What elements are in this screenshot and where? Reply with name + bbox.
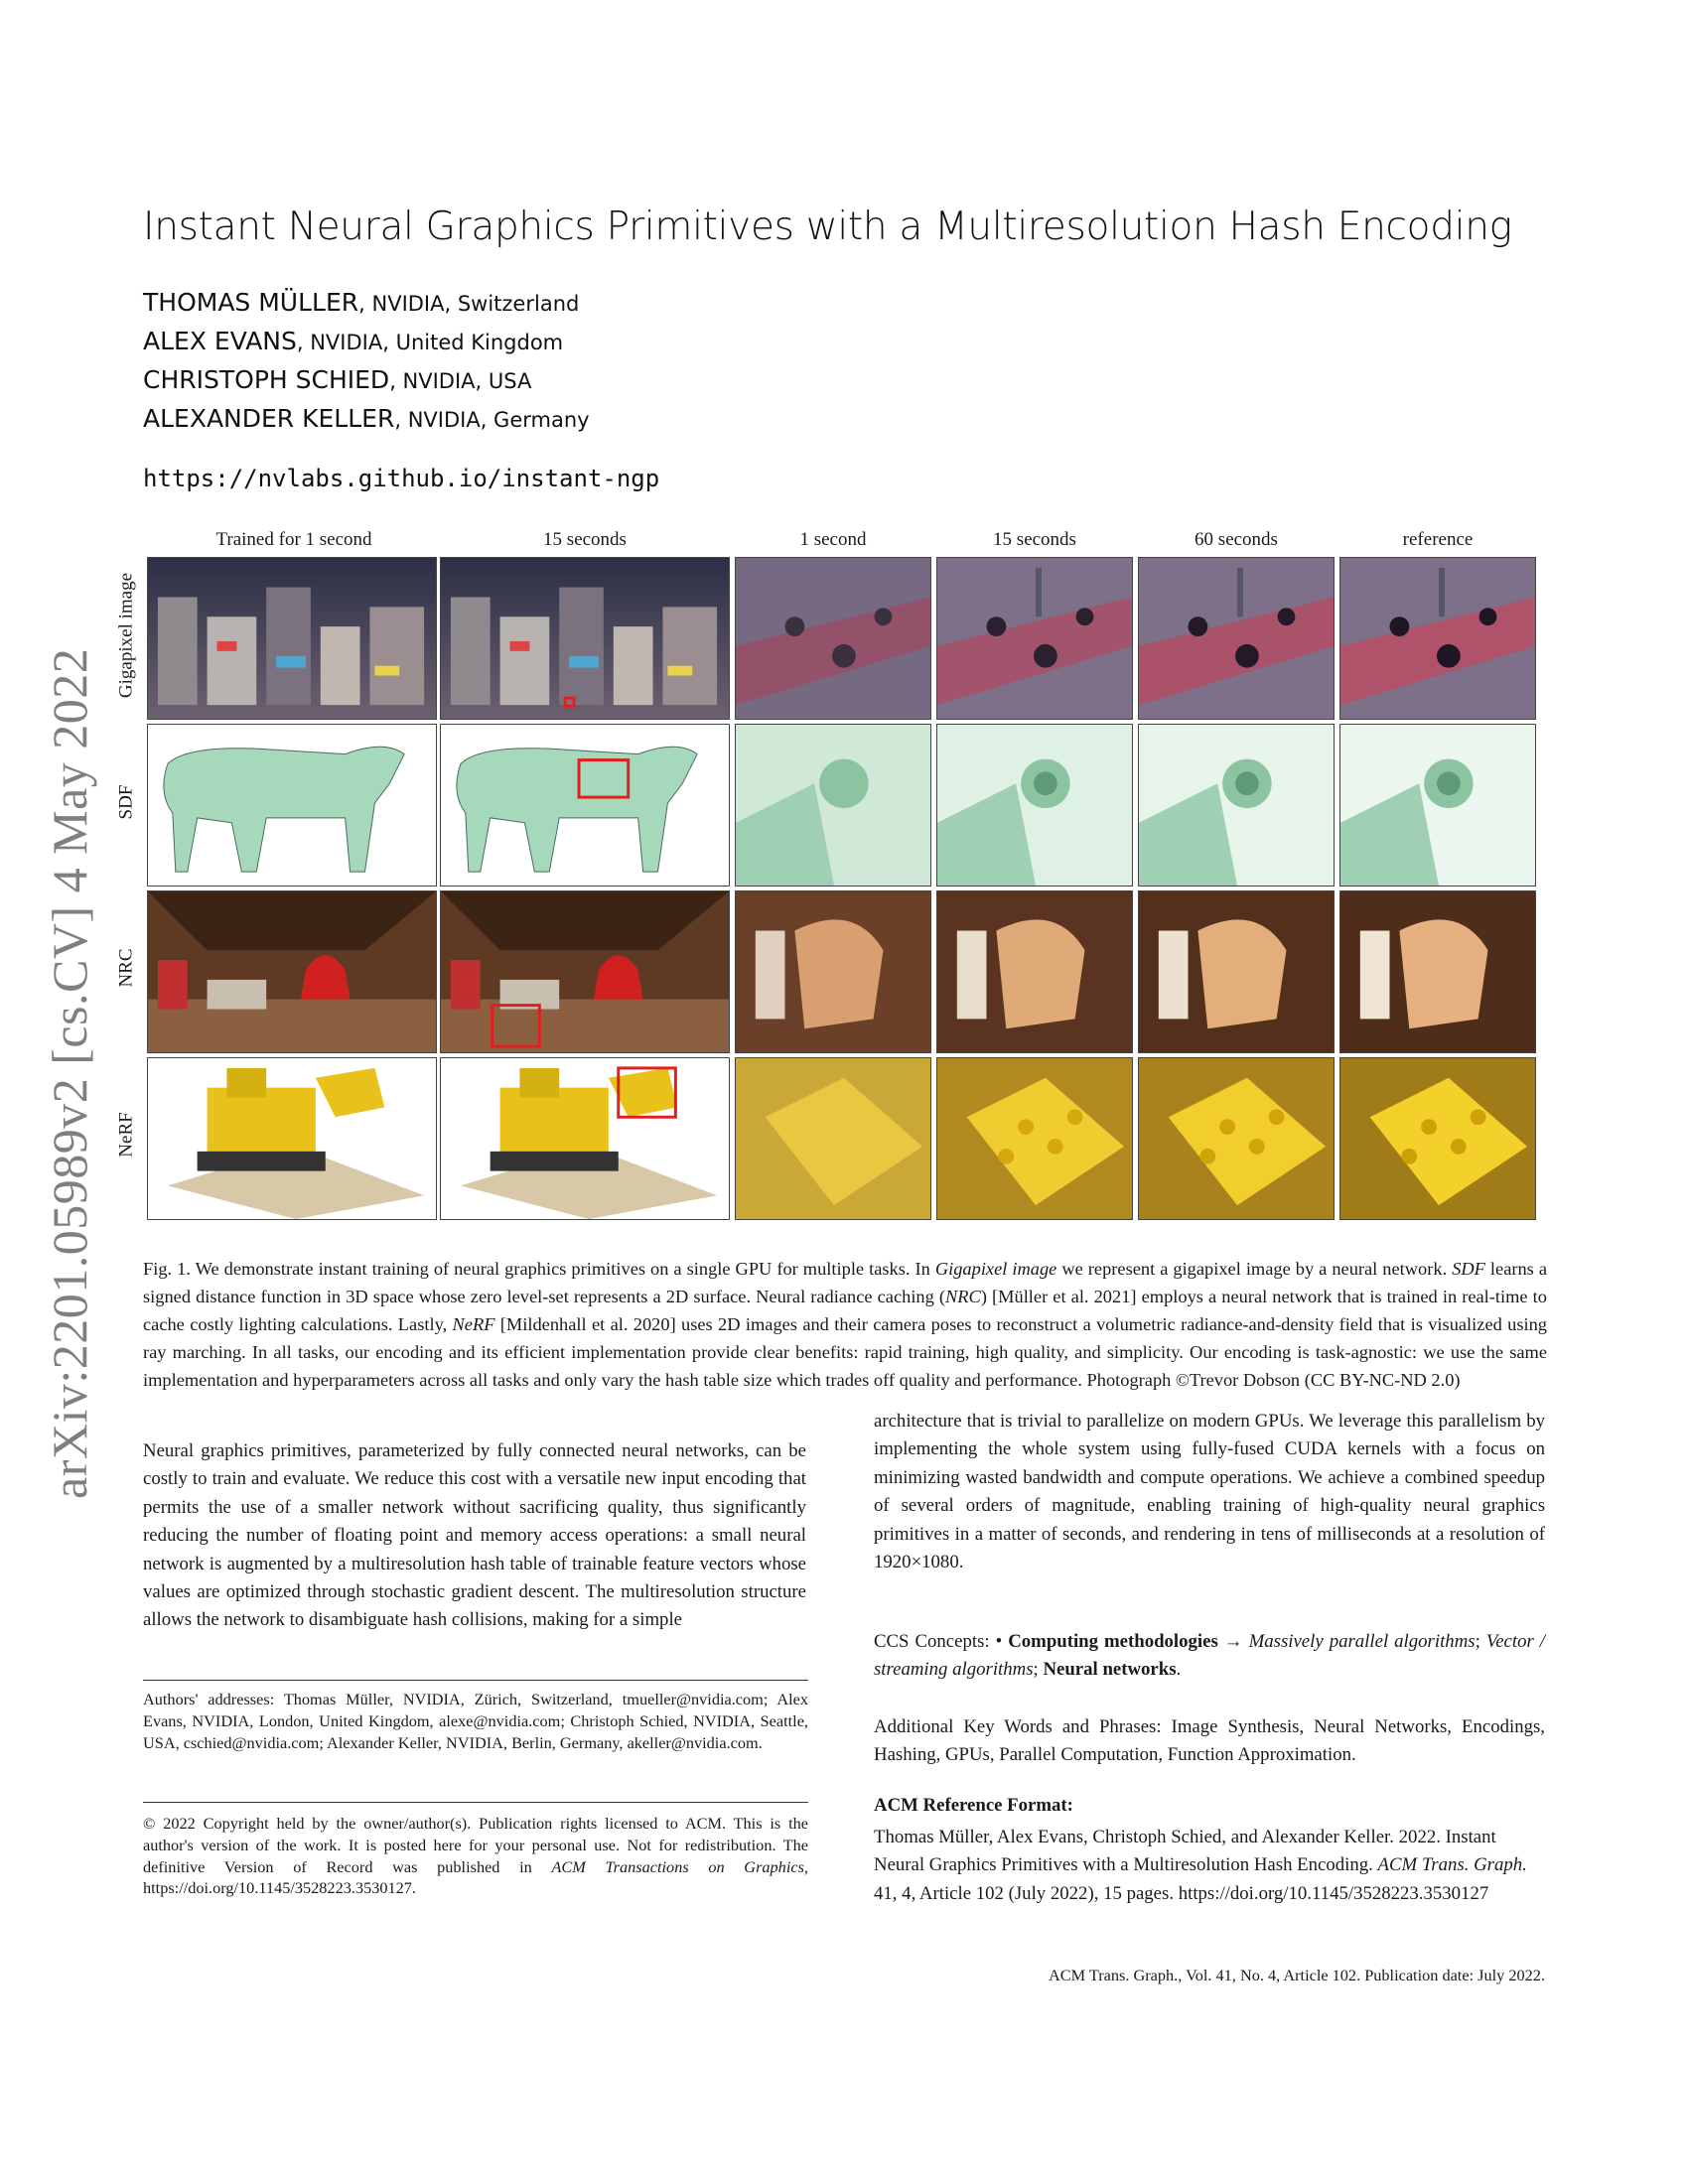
- acm-reference-journal: ACM Trans. Graph.: [1377, 1854, 1527, 1876]
- copyright-doi: , https://doi.org/10.1145/3528223.3530127.: [143, 1856, 808, 1898]
- sdf-crop-60s: [1138, 724, 1335, 887]
- nrc-crop-15s: [936, 890, 1133, 1053]
- nrc-crop-1s: [735, 890, 931, 1053]
- nerf-full-1s: [147, 1057, 437, 1220]
- copyright-journal: ACM Transactions on Graphics: [551, 1856, 804, 1876]
- gigapixel-crop-1s: [735, 557, 931, 720]
- author-affiliation: , NVIDIA, Germany: [394, 408, 590, 432]
- ccs-label: CCS Concepts: •: [874, 1631, 1009, 1652]
- caption-text: Fig. 1. We demonstrate instant training of neural graphics primitives on a single GPU for multiple tasks. In: [143, 1259, 935, 1279]
- ccs-sep: ;: [1033, 1659, 1044, 1681]
- sdf-crop-1s: [735, 724, 931, 887]
- abstract-left-column: Neural graphics primitives, parameterized by fully connected neural networks, can be costly to train and evaluate. We reduce this cost with a versatile new input encoding that permits the use of a smaller network without sacrificing quality, thus significantly reducing the number of floating point and memory access operations: a small neural network is augmented by a multiresolution hash table of trainable feature vectors whose values are optimized through stochastic gradient descent. The multiresolution structure allows the network to disambiguate hash collisions, making for a simple: [143, 1440, 806, 1631]
- nrc-full-1s: [147, 890, 437, 1053]
- author-affiliation: , NVIDIA, Switzerland: [358, 292, 580, 316]
- author-name: ALEX EVANS: [143, 327, 297, 355]
- caption-term: SDF: [1452, 1259, 1485, 1279]
- author-affiliation: , NVIDIA, USA: [389, 369, 532, 393]
- ccs-term: Computing methodologies: [1008, 1631, 1218, 1652]
- nrc-full-15s: [440, 890, 730, 1053]
- arxiv-stamp: arXiv:2201.05989v2 [cs.CV] 4 May 2022: [42, 647, 97, 1499]
- sdf-full-1s: [147, 724, 437, 887]
- author-name: CHRISTOPH SCHIED: [143, 365, 390, 394]
- footnote-rule: [143, 1680, 808, 1681]
- copyright-notice: [143, 1813, 808, 1899]
- ccs-term: Massively parallel algorithms: [1248, 1631, 1476, 1652]
- abstract-right-column: architecture that is trivial to parallelize on modern GPUs. We leverage this parallelism by implementing the whole system using fully-fused CUDA kernels with a focus on minimizing wasted bandwidth and compute operations. We achieve a combined speedup of several orders of magnitude, enabling training of high-quality neural graphics primitives in a matter of seconds, and rendering in tens of milliseconds at a resolution of 1920×1080.: [874, 1411, 1545, 1573]
- keywords: Additional Key Words and Phrases: Image Synthesis, Neural Networks, Encodings, Hashing, GPUs, Parallel Computation, Function Approximation.: [874, 1716, 1545, 1766]
- gigapixel-crop-60s: [1138, 557, 1335, 720]
- column-label-6: reference: [1402, 529, 1474, 550]
- author-1: [143, 288, 579, 317]
- author-name: THOMAS MÜLLER: [143, 288, 359, 317]
- sdf-full-15s: [440, 724, 730, 887]
- caption-term: NeRF: [452, 1314, 495, 1334]
- author-addresses: Authors' addresses: Thomas Müller, NVIDIA, Zürich, Switzerland, tmueller@nvidia.com; Alex Evans, NVIDIA, London, United Kingdom, alexe@nvidia.com; Christoph Schied, NVIDIA, Seattle, USA, cschied@nvidia.com; Alexander Keller, NVIDIA, Berlin, Germany, akeller@nvidia.com.: [143, 1690, 808, 1752]
- author-2: [143, 327, 563, 355]
- caption-text: [Mildenhall et al. 2020] uses 2D images and their camera poses to reconstruct a volumetric radiance-and-density field that is visualized using ray marching. In all tasks, our encoding and its efficient implementation provide clear benefits: rapid training, high quality, and simplicity. Our encoding is task-agnostic: we use the same implementation and hyperparameters across all tasks and only vary the hash table size which trades off quality and performance. Photograph ©Trevor Dobson (CC BY-NC-ND 2.0): [143, 1314, 1547, 1390]
- acm-reference-citation: Thomas Müller, Alex Evans, Christoph Schied, and Alexander Keller. 2022. Instant Neural Graphics Primitives with a Multiresolution Hash Encoding.: [874, 1827, 1496, 1876]
- gigapixel-crop-15s: [936, 557, 1133, 720]
- gigapixel-crop-reference: [1339, 557, 1536, 720]
- figure-caption: [143, 1255, 1547, 1394]
- ccs-sep: ;: [1475, 1631, 1486, 1652]
- column-label-4: 15 seconds: [993, 529, 1076, 550]
- author-4: [143, 404, 590, 433]
- sdf-crop-reference: [1339, 724, 1536, 887]
- row-label-sdf: SDF: [115, 784, 137, 820]
- acm-reference-text: [874, 1824, 1545, 1908]
- nerf-crop-15s: [936, 1057, 1133, 1220]
- nrc-crop-reference: [1339, 890, 1536, 1053]
- caption-term: Gigapixel image: [934, 1259, 1057, 1279]
- column-label-5: 60 seconds: [1195, 529, 1278, 550]
- acm-reference-heading: ACM Reference Format:: [874, 1795, 1073, 1816]
- project-url[interactable]: https://nvlabs.github.io/instant-ngp: [143, 465, 660, 492]
- paper-title: Instant Neural Graphics Primitives with a Multiresolution Hash Encoding: [143, 205, 1512, 249]
- column-label-1: Trained for 1 second: [215, 529, 372, 550]
- caption-text: ) [Müller et al. 2021] employs a neural network that is trained in real-time to cache costly lighting calculations. Lastly,: [143, 1287, 1547, 1334]
- ccs-end: .: [1176, 1659, 1182, 1681]
- ccs-arrow: →: [1217, 1631, 1249, 1652]
- ccs-term: Vector / streaming algorithms: [874, 1631, 1546, 1681]
- nerf-crop-60s: [1138, 1057, 1335, 1220]
- ccs-concepts: [874, 1628, 1545, 1685]
- nerf-full-15s: [440, 1057, 730, 1220]
- nerf-crop-1s: [735, 1057, 931, 1220]
- caption-text: learns a signed distance function in 3D space whose zero level-set represents a 2D surface. Neural radiance caching (: [143, 1259, 1548, 1306]
- copyright-text: © 2022 Copyright held by the owner/author(s). Publication rights licensed to ACM. This is the author's version of the work. It is posted here for your personal use. Not for redistribution. The definitive Version of Record was published in: [143, 1814, 808, 1876]
- column-label-2: 15 seconds: [543, 529, 627, 550]
- page-footer: ACM Trans. Graph., Vol. 41, No. 4, Article 102. Publication date: July 2022.: [1048, 1966, 1545, 1984]
- ccs-term: Neural networks: [1043, 1659, 1177, 1681]
- nerf-crop-reference: [1339, 1057, 1536, 1220]
- acm-reference-details: 41, 4, Article 102 (July 2022), 15 pages. https://doi.org/10.1145/3528223.3530127: [874, 1882, 1489, 1904]
- row-label-nrc: NRC: [115, 948, 137, 988]
- nrc-crop-60s: [1138, 890, 1335, 1053]
- row-label-gigapixel: Gigapixel image: [115, 572, 137, 699]
- footnote-rule: [143, 1802, 808, 1803]
- gigapixel-full-15s: [440, 557, 730, 720]
- gigapixel-full-1s: [147, 557, 437, 720]
- author-affiliation: , NVIDIA, United Kingdom: [296, 331, 564, 354]
- column-label-3: 1 second: [799, 529, 867, 550]
- sdf-crop-15s: [936, 724, 1133, 887]
- caption-text: we represent a gigapixel image by a neural network.: [1056, 1259, 1453, 1279]
- author-3: [143, 365, 531, 394]
- row-label-nerf: NeRF: [115, 1112, 137, 1158]
- caption-term: NRC: [945, 1287, 981, 1306]
- author-name: ALEXANDER KELLER: [143, 404, 395, 433]
